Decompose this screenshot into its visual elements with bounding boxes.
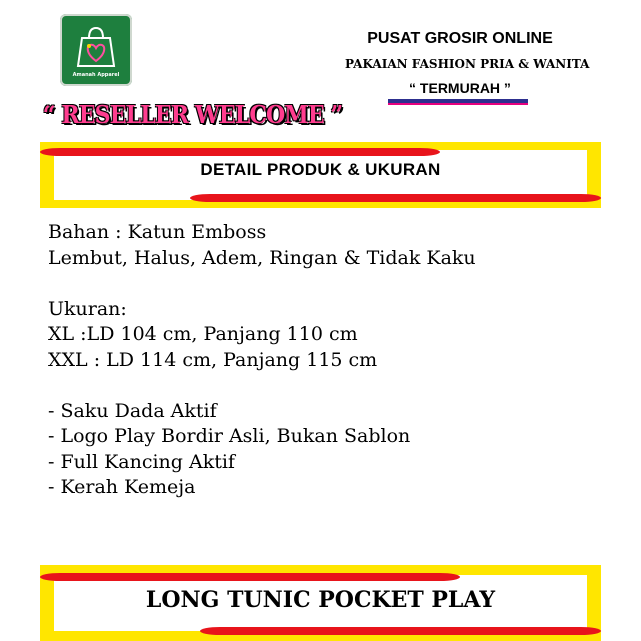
material-description: Lembut, Halus, Adem, Ringan & Tidak Kaku bbox=[48, 246, 476, 269]
size-line-xxl: XXL : LD 114 cm, Panjang 115 cm bbox=[48, 348, 378, 371]
banner-red-stripe-top bbox=[40, 573, 460, 581]
product-details bbox=[48, 220, 608, 501]
material-line: Bahan : Katun Emboss bbox=[48, 221, 267, 243]
product-name: LONG TUNIC POCKET PLAY bbox=[145, 587, 496, 613]
store-subtitle: PAKAIAN FASHION PRIA & WANITA bbox=[345, 57, 590, 71]
feature-item: - Full Kancing Aktif bbox=[48, 450, 235, 473]
banner-red-stripe-bottom bbox=[200, 627, 601, 635]
size-heading: Ukuran: bbox=[48, 297, 127, 320]
store-title: PUSAT GROSIR ONLINE bbox=[367, 30, 553, 47]
reseller-welcome-banner: “ RESELLER WELCOME ” bbox=[42, 100, 343, 129]
store-tagline: “ TERMURAH ” bbox=[409, 80, 511, 96]
spacer bbox=[48, 271, 608, 297]
tagline-underline-accent bbox=[388, 103, 528, 105]
logo-text: Amanah Apparel bbox=[72, 72, 120, 78]
section-title: DETAIL PRODUK & UKURAN bbox=[200, 160, 441, 179]
spacer bbox=[48, 373, 608, 399]
feature-item: - Saku Dada Aktif bbox=[48, 399, 217, 422]
banner-red-stripe-top bbox=[40, 148, 440, 156]
feature-item: - Logo Play Bordir Asli, Bukan Sablon bbox=[48, 425, 411, 447]
brand-logo bbox=[60, 14, 132, 86]
banner-red-stripe-bottom bbox=[190, 194, 601, 202]
size-line-xl: XL :LD 104 cm, Panjang 110 cm bbox=[48, 323, 358, 345]
feature-item: - Kerah Kemeja bbox=[48, 476, 196, 498]
